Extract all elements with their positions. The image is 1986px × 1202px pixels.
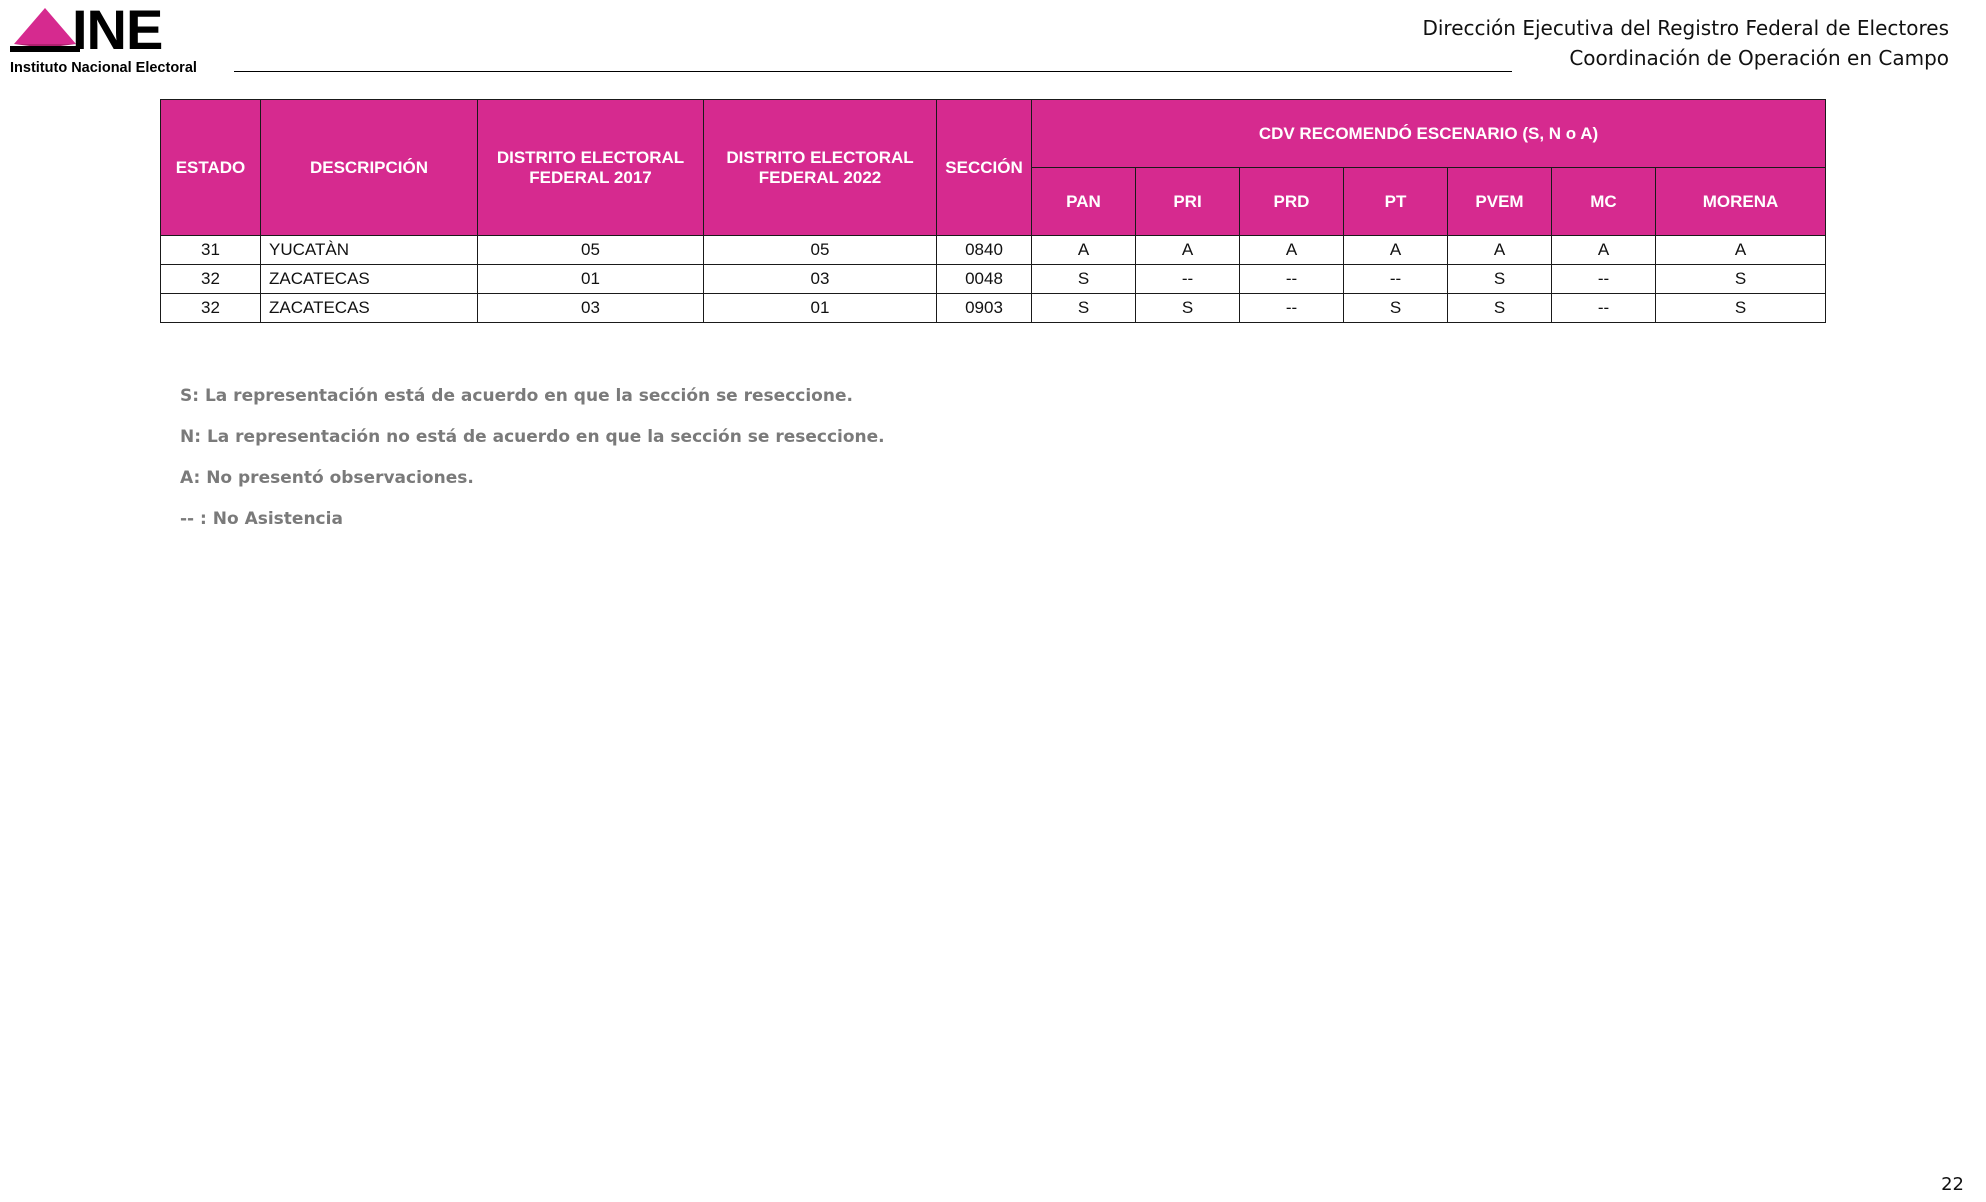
legend-item-a: A: No presentó observaciones.	[180, 468, 474, 488]
logo-subtitle: Instituto Nacional Electoral	[10, 60, 197, 76]
cell-descripcion: ZACATECAS	[261, 294, 478, 323]
cell-distrito-2022: 01	[704, 294, 937, 323]
cell-pt: A	[1344, 236, 1448, 265]
cell-descripcion: ZACATECAS	[261, 265, 478, 294]
cell-pvem: S	[1448, 265, 1552, 294]
header-cdv-group: CDV RECOMENDÓ ESCENARIO (S, N o A)	[1032, 100, 1826, 168]
header-party-pt: PT	[1344, 168, 1448, 236]
cell-mc: --	[1552, 265, 1656, 294]
legend-item-n: N: La representación no está de acuerdo en que la sección se reseccione.	[180, 427, 885, 447]
cell-prd: A	[1240, 236, 1344, 265]
cell-morena: S	[1656, 294, 1826, 323]
header-line-2: Coordinación de Operación en Campo	[1569, 46, 1949, 70]
header-line-1: Dirección Ejecutiva del Registro Federal de Electores	[1422, 16, 1949, 40]
legend-item-s: S: La representación está de acuerdo en que la sección se reseccione.	[180, 386, 853, 406]
table-row	[161, 294, 1826, 323]
cell-mc: A	[1552, 236, 1656, 265]
legend-item-no-asistencia: -- : No Asistencia	[180, 509, 343, 529]
page-number: 22	[1941, 1174, 1964, 1195]
cell-seccion: 0903	[937, 294, 1032, 323]
cell-estado: 32	[161, 265, 261, 294]
cell-pan: S	[1032, 294, 1136, 323]
header-distrito-2017: DISTRITO ELECTORAL FEDERAL 2017	[478, 100, 704, 236]
header-party-morena: MORENA	[1656, 168, 1826, 236]
cell-pt: S	[1344, 294, 1448, 323]
logo-wordmark: INE	[72, 0, 163, 61]
header-party-pvem: PVEM	[1448, 168, 1552, 236]
cell-pan: A	[1032, 236, 1136, 265]
cell-pan: S	[1032, 265, 1136, 294]
cell-distrito-2022: 05	[704, 236, 937, 265]
header-seccion: SECCIÓN	[937, 100, 1032, 236]
header-party-pri: PRI	[1136, 168, 1240, 236]
header-party-mc: MC	[1552, 168, 1656, 236]
cell-pri: A	[1136, 236, 1240, 265]
cell-morena: A	[1656, 236, 1826, 265]
cell-distrito-2017: 03	[478, 294, 704, 323]
cell-prd: --	[1240, 294, 1344, 323]
cell-mc: --	[1552, 294, 1656, 323]
header-estado: ESTADO	[161, 100, 261, 236]
cell-estado: 32	[161, 294, 261, 323]
cell-descripcion: YUCATÀN	[261, 236, 478, 265]
cell-distrito-2017: 01	[478, 265, 704, 294]
header-descripcion: DESCRIPCIÓN	[261, 100, 478, 236]
cell-pri: S	[1136, 294, 1240, 323]
ine-logo	[10, 0, 235, 78]
cell-morena: S	[1656, 265, 1826, 294]
cell-prd: --	[1240, 265, 1344, 294]
cell-estado: 31	[161, 236, 261, 265]
cell-pvem: A	[1448, 236, 1552, 265]
cell-pt: --	[1344, 265, 1448, 294]
cell-seccion: 0048	[937, 265, 1032, 294]
header-party-prd: PRD	[1240, 168, 1344, 236]
header-institution	[1422, 13, 1949, 73]
ballot-diamond-icon	[10, 8, 80, 60]
cell-distrito-2017: 05	[478, 236, 704, 265]
legend	[180, 384, 885, 548]
sections-table	[160, 99, 1826, 323]
cell-pvem: S	[1448, 294, 1552, 323]
header-distrito-2022: DISTRITO ELECTORAL FEDERAL 2022	[704, 100, 937, 236]
table-row	[161, 265, 1826, 294]
header-party-pan: PAN	[1032, 168, 1136, 236]
table-row	[161, 236, 1826, 265]
cell-pri: --	[1136, 265, 1240, 294]
cell-distrito-2022: 03	[704, 265, 937, 294]
header-divider	[234, 71, 1512, 72]
cell-seccion: 0840	[937, 236, 1032, 265]
